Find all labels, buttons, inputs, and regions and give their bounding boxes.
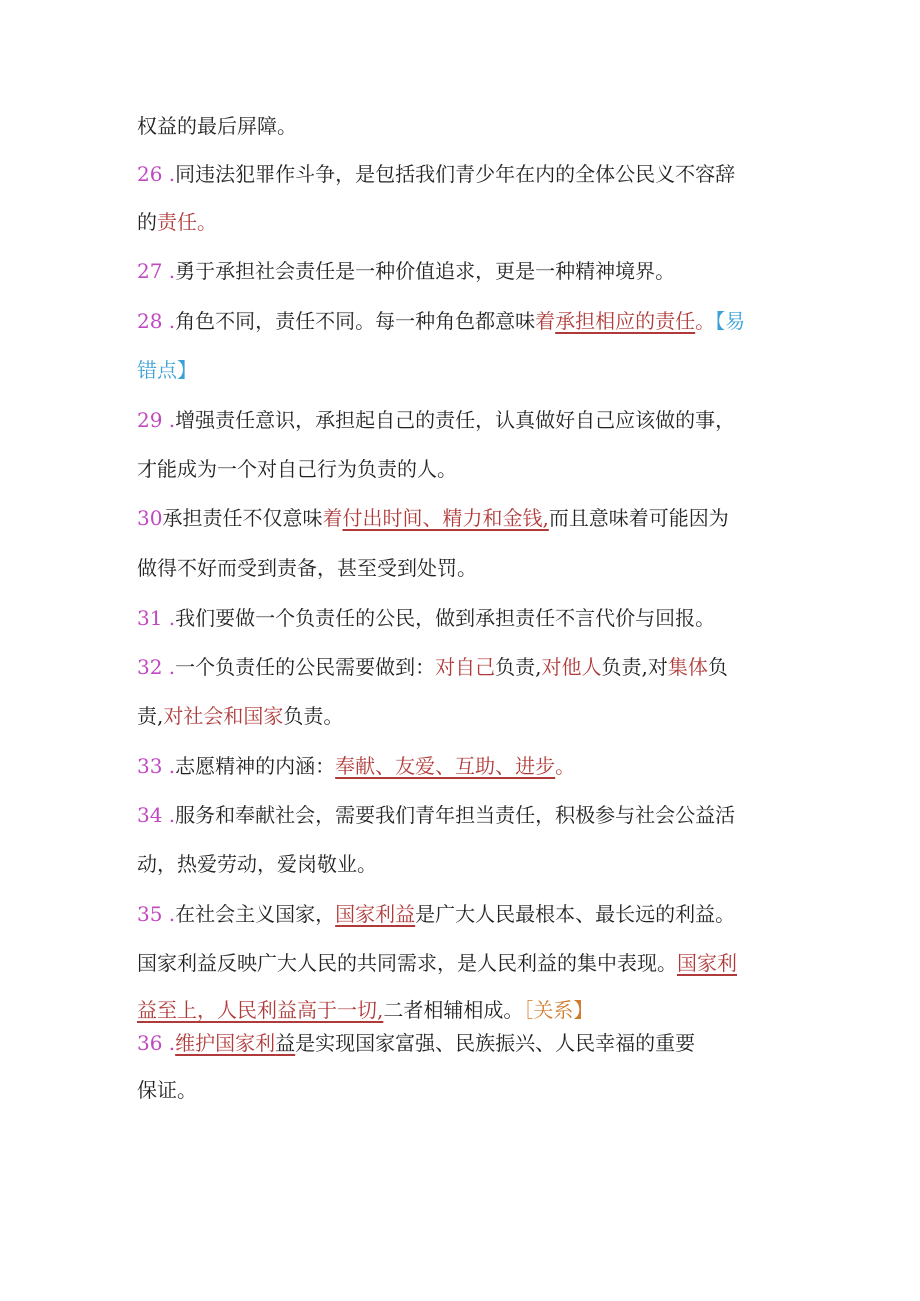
text-line: [137, 604, 800, 632]
text-segment: 国家利益反映广大人民的共同需求，是人民利益的集中表现。: [137, 951, 677, 975]
text-line: [137, 112, 800, 140]
text-segment: 国家利益: [335, 902, 416, 926]
text-segment: 36 .: [137, 1031, 176, 1055]
text-segment: 对他人: [541, 655, 602, 679]
text-line: [137, 356, 800, 384]
text-segment: 对社会和国家: [163, 704, 284, 728]
text-segment: 35 .: [137, 902, 176, 926]
text-segment: 错点】: [137, 358, 197, 382]
text-segment: 着: [535, 309, 556, 333]
text-segment: 维护国家利: [175, 1031, 276, 1055]
text-segment: 我们要做一个负责任的公民，做到承担责任不言代价与回报。: [175, 606, 716, 630]
text-line: [137, 554, 800, 582]
text-line: [137, 1076, 800, 1104]
text-segment: 负责。: [283, 704, 344, 728]
text-segment: 志愿精神的内涵：: [175, 754, 336, 778]
text-segment: ［关系】: [523, 998, 594, 1022]
text-segment: 29 .: [137, 408, 176, 432]
text-segment: 奉献、友爱、互助、进步: [335, 754, 556, 778]
text-segment: 负责,: [495, 655, 542, 679]
text-segment: 着: [322, 506, 343, 530]
text-segment: 负: [707, 655, 728, 679]
text-segment: 而且意味着可能因为: [548, 506, 729, 530]
text-segment: 【易: [715, 309, 746, 333]
text-segment: 服务和奉献社会，需要我们青年担当责任，积极参与社会公益活: [175, 803, 736, 827]
text-segment: 承担责任不仅意味: [162, 506, 323, 530]
text-segment: 责任。: [157, 210, 217, 234]
text-line: [137, 702, 800, 730]
text-segment: 30: [137, 506, 163, 530]
text-line: [137, 752, 800, 780]
text-segment: 角色不同，责任不同。每一种角色都意味: [175, 309, 536, 333]
text-line: [137, 653, 800, 681]
text-segment: 26 .: [137, 162, 176, 186]
text-segment: 是广大人民最根本、最长远的利益。: [415, 902, 736, 926]
text-line: [137, 1029, 800, 1057]
text-segment: 28 .: [137, 309, 176, 333]
text-segment: 对自己: [435, 655, 496, 679]
text-line: [137, 257, 800, 285]
text-segment: 才能成为一个对自己行为负责的人。: [137, 457, 457, 481]
text-segment: 付出时间、精力和金钱,: [342, 506, 549, 530]
text-segment: 承担相应的责任: [555, 309, 696, 333]
text-line: [137, 504, 800, 532]
text-segment: 集体: [667, 655, 708, 679]
text-line: [137, 160, 800, 188]
text-segment: 34 .: [137, 803, 176, 827]
text-segment: 27 .: [137, 259, 176, 283]
text-segment: 。: [695, 309, 716, 333]
text-segment: 勇于承担社会责任是一种价值追求，更是一种精神境界。: [175, 259, 676, 283]
text-segment: 32 .: [137, 655, 176, 679]
text-segment: 一个负责任的公民需要做到：: [175, 655, 436, 679]
text-line: [137, 900, 800, 928]
text-segment: 31 .: [137, 606, 176, 630]
text-line: [137, 455, 800, 483]
text-segment: 二者相辅相成。: [383, 998, 524, 1022]
text-segment: 同违法犯罪作斗争，是包括我们青少年在内的全体公民义不容辞: [175, 162, 736, 186]
text-line: [137, 996, 800, 1024]
text-segment: 增强责任意识，承担起自己的责任，认真做好自己应该做的事，: [175, 408, 736, 432]
text-segment: 益: [275, 1031, 296, 1055]
text-segment: 在社会主义国家，: [175, 902, 336, 926]
text-line: [137, 307, 800, 335]
text-line: [137, 208, 800, 236]
text-segment: 责,: [137, 704, 164, 728]
text-segment: 。: [555, 754, 576, 778]
text-line: [137, 850, 800, 878]
text-segment: 动，热爱劳动，爱岗敬业。: [137, 852, 377, 876]
text-segment: 国家利: [677, 951, 737, 975]
text-line: [137, 406, 800, 434]
text-segment: 权益的最后屏障。: [137, 114, 297, 138]
text-segment: 保证。: [137, 1078, 197, 1102]
text-segment: 益至上，人民利益高于一切,: [137, 998, 384, 1022]
text-line: [137, 801, 800, 829]
text-segment: 做得不好而受到责备，甚至受到处罚。: [137, 556, 477, 580]
text-segment: 是实现国家富强、民族振兴、人民幸福的重要: [295, 1031, 696, 1055]
text-line: [137, 949, 800, 977]
text-segment: 的: [137, 210, 157, 234]
text-segment: 负责,对: [601, 655, 668, 679]
text-segment: 33 .: [137, 754, 176, 778]
